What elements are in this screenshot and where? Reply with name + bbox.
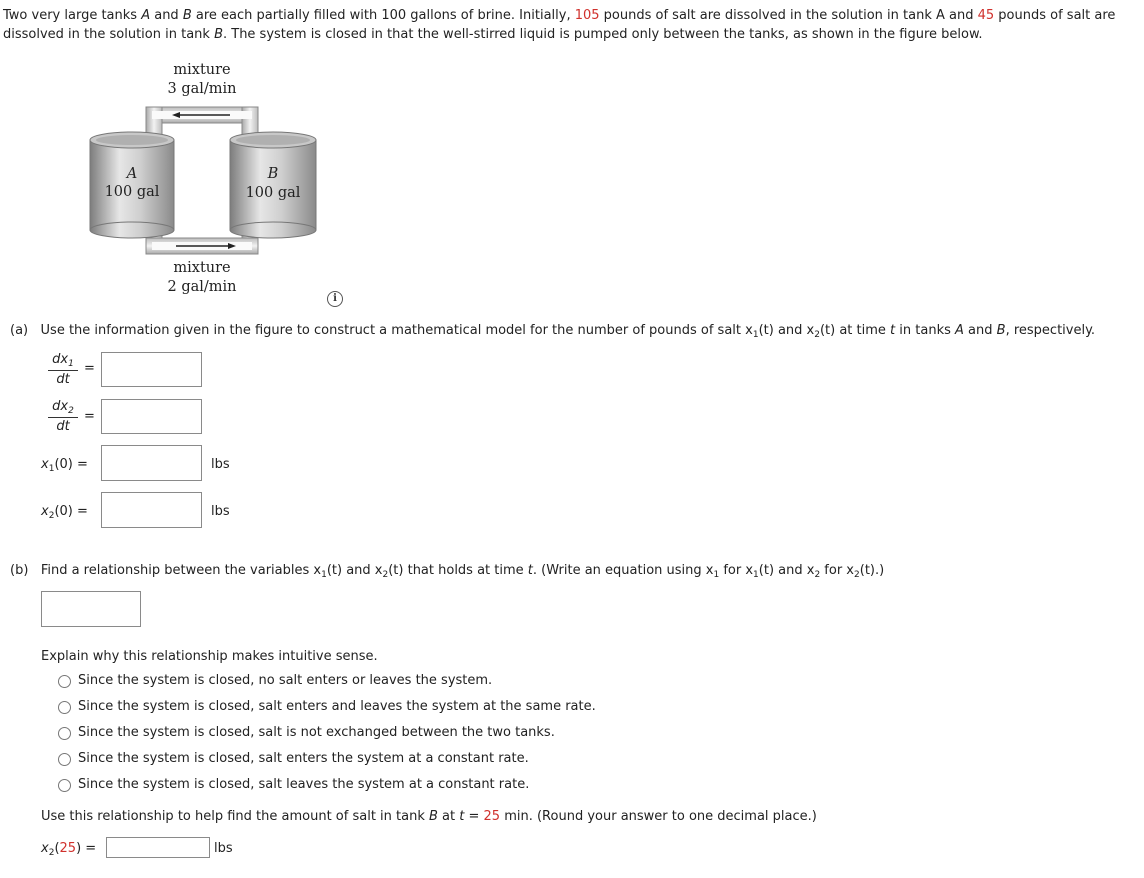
option-radio-1[interactable] — [58, 675, 71, 688]
equals-sign: = — [84, 409, 95, 424]
problem-text: . The system is closed in that the well-stirred liquid is pumped only between the tanks, as shown in the figure below. — [222, 27, 983, 42]
option-radio-4[interactable] — [58, 753, 71, 766]
part-b-text: (t) and x — [326, 563, 383, 578]
x-var: x — [41, 457, 49, 472]
x-var: x — [41, 841, 49, 856]
part-a-text: t — [890, 323, 896, 338]
prompt-text: B — [429, 809, 438, 824]
time-value: 25 — [59, 841, 77, 856]
option-radio-2[interactable] — [58, 701, 71, 714]
option-label-3[interactable]: Since the system is closed, salt is not exchanged between the two tanks. — [78, 725, 555, 740]
tank-a-name: A — [126, 166, 138, 182]
equals-sign: ) = — [76, 841, 97, 856]
part-a-text: (t) and x — [758, 323, 815, 338]
top-rate-label: 3 gal/min — [167, 81, 237, 97]
problem-tank-a: A — [141, 8, 151, 23]
option-label-1[interactable]: Since the system is closed, no salt enters or leaves the system. — [78, 673, 493, 688]
equals-sign: = — [77, 457, 88, 472]
option-radio-3[interactable] — [58, 727, 71, 740]
subscript: 1 — [48, 464, 55, 474]
x2-initial-label — [41, 504, 88, 521]
salt-b-value: 45 — [977, 8, 995, 23]
fraction-denominator: dt — [56, 419, 70, 434]
time-value: 25 — [483, 809, 501, 824]
subscript: 2 — [382, 570, 389, 580]
problem-text: pounds of salt are dissolved in the solution in tank — [3, 8, 1116, 42]
part-b-text: (t) and x — [758, 563, 815, 578]
problem-text: are each partially filled with 100 gallons of brine. Initially, — [191, 8, 575, 23]
x1-initial-label — [41, 457, 88, 474]
part-b-text: for x — [719, 563, 754, 578]
use-relationship-prompt — [41, 809, 817, 824]
tank-b-volume: 100 gal — [245, 185, 301, 201]
fraction-denominator: dt — [56, 372, 70, 387]
subscript: 1 — [752, 330, 759, 340]
problem-text: pounds of salt are dissolved in the solution in tank A and — [599, 8, 978, 23]
top-mixture-label: mixture — [173, 62, 231, 78]
problem-statement — [3, 6, 1139, 44]
subscript: 2 — [68, 406, 74, 416]
part-b-label: (b) — [10, 563, 29, 578]
part-b-text: t — [527, 563, 533, 578]
x2-25-input[interactable] — [106, 837, 210, 858]
dx-text: dx — [52, 399, 69, 414]
part-a-text: and — [963, 323, 997, 338]
part-a-label: (a) — [10, 323, 29, 338]
bottom-pipe — [146, 236, 258, 254]
part-a-prompt — [10, 323, 1095, 340]
option-label-2[interactable]: Since the system is closed, salt enters and leaves the system at the same rate. — [78, 699, 596, 714]
part-b-text: . (Write an equation using x — [532, 563, 714, 578]
x2-25-unit: lbs — [214, 841, 233, 856]
part-a-text: A — [955, 323, 964, 338]
subscript: 2 — [814, 570, 821, 580]
subscript: 1 — [321, 570, 327, 580]
x-arg: (0) — [54, 457, 73, 472]
x2-initial-input[interactable] — [101, 492, 202, 528]
prompt-text: Use this relationship to help find the amount of salt in tank — [41, 809, 429, 824]
problem-tank-b: B — [214, 27, 223, 42]
option-radio-5[interactable] — [58, 779, 71, 792]
relationship-input[interactable] — [41, 591, 141, 627]
bottom-rate-label: 2 gal/min — [167, 279, 237, 295]
part-a-text: Use the information given in the figure to construct a mathematical model for the number of pounds of salt x — [40, 323, 753, 338]
subscript: 2 — [854, 570, 860, 580]
prompt-text: at — [437, 809, 460, 824]
subscript: 1 — [753, 570, 759, 580]
subscript: 2 — [48, 511, 55, 521]
subscript: 1 — [713, 570, 720, 580]
x1-unit: lbs — [211, 457, 230, 472]
part-a-text: B — [996, 323, 1006, 338]
dx-text: dx — [52, 352, 69, 367]
x1-initial-input[interactable] — [101, 445, 202, 481]
dx1-dt-input[interactable] — [101, 352, 202, 387]
part-b-text: Find a relationship between the variables x — [40, 563, 322, 578]
explain-prompt: Explain why this relationship makes intuitive sense. — [41, 649, 378, 664]
part-b-text: (t).) — [859, 563, 885, 578]
info-icon[interactable]: i — [327, 291, 343, 307]
prompt-text: = — [464, 809, 484, 824]
option-label-5[interactable]: Since the system is closed, salt leaves the system at a constant rate. — [78, 777, 530, 792]
subscript: 1 — [68, 359, 74, 369]
subscript: 2 — [48, 848, 55, 858]
x-var: x — [41, 504, 49, 519]
salt-a-value: 105 — [574, 8, 600, 23]
dx2-dt-input[interactable] — [101, 399, 202, 434]
equals-sign: = — [84, 361, 95, 376]
problem-tank-b: B — [182, 8, 192, 23]
part-b-text: for x — [820, 563, 855, 578]
tank-b-name: B — [267, 166, 279, 182]
dx2-dt-fraction — [48, 399, 78, 434]
prompt-text: min. (Round your answer to one decimal place.) — [500, 809, 817, 824]
part-a-text: in tanks — [895, 323, 956, 338]
bottom-mixture-label: mixture — [173, 260, 231, 276]
option-label-4[interactable]: Since the system is closed, salt enters the system at a constant rate. — [78, 751, 529, 766]
x2-25-label — [41, 841, 96, 858]
problem-text: and — [150, 8, 183, 23]
x-arg: (0) — [54, 504, 73, 519]
tank-a-volume: 100 gal — [104, 184, 160, 200]
part-a-text: , respectively. — [1005, 323, 1096, 338]
fraction-numerator — [48, 352, 78, 371]
fraction-numerator — [48, 399, 78, 418]
paren: ( — [54, 841, 60, 856]
equals-sign: = — [77, 504, 88, 519]
prompt-text: t — [459, 809, 465, 824]
subscript: 2 — [814, 330, 820, 340]
tank-diagram — [80, 58, 340, 308]
problem-text: Two very large tanks — [3, 8, 142, 23]
part-a-text: (t) at time — [819, 323, 891, 338]
part-b-prompt — [10, 563, 884, 580]
x2-unit: lbs — [211, 504, 230, 519]
part-b-text: (t) that holds at time — [388, 563, 528, 578]
dx1-dt-fraction — [48, 352, 78, 387]
